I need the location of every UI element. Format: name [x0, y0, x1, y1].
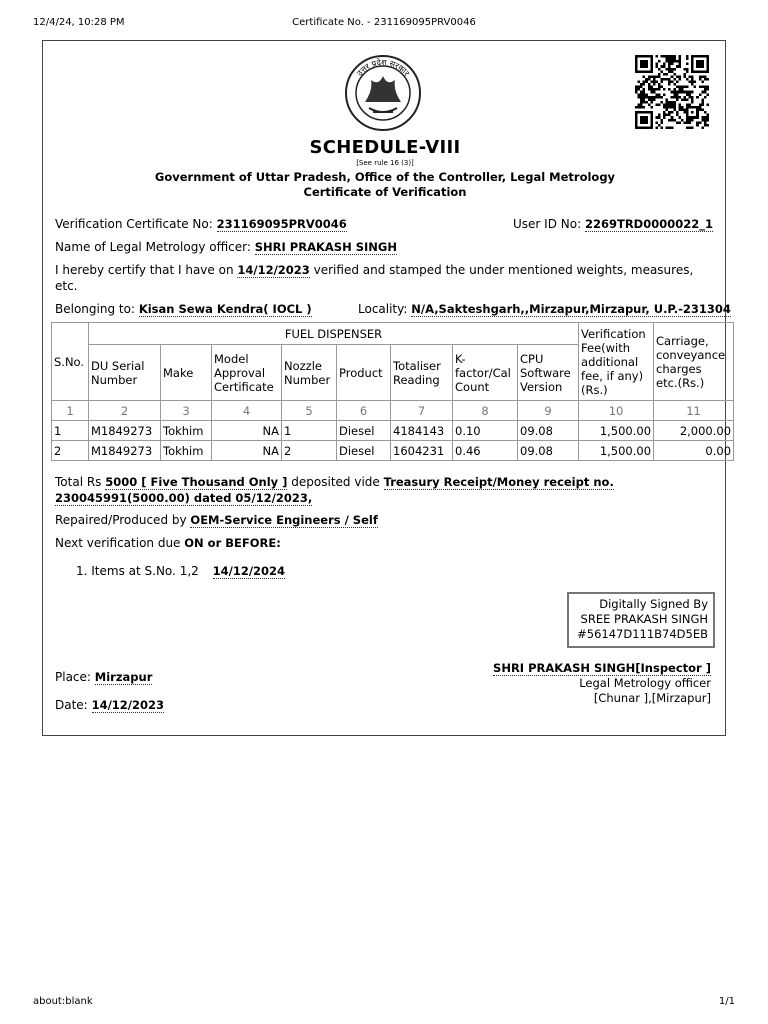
items-date: 14/12/2024	[212, 564, 286, 578]
authority-line: Government of Uttar Pradesh, Office of the Controller, Legal Metrology	[154, 170, 616, 184]
user-id-line	[513, 217, 713, 231]
col-du-serial: DU Serial Number	[89, 345, 161, 401]
inspector-name-wrap	[493, 661, 711, 675]
sig-line-3: #56147D111B74D5EB	[577, 627, 708, 641]
table-row: 2 M1849273 Tokhim NA 2 Diesel 1604231 0.46 09.08 1,500.00 0.00	[52, 441, 734, 461]
certify-date: 14/12/2023	[237, 263, 310, 277]
vc-number: 231169095PRV0046	[216, 217, 347, 231]
next-value: ON or BEFORE:	[184, 536, 281, 550]
sig-line-2: SREE PRAKASH SINGH	[580, 612, 708, 626]
col-model: Model Approval Certificate	[212, 345, 282, 401]
belonging-line	[55, 302, 312, 316]
column-number-row: 1 2 3 4 5 6 7 8 9 10 11	[52, 401, 734, 421]
belonging-label: Belonging to:	[55, 302, 135, 316]
print-page: 1/1	[718, 996, 735, 1007]
col-fee: Verification Fee(with additional fee, if any) (Rs.)	[579, 323, 654, 401]
items-line	[76, 564, 285, 578]
group-header: FUEL DISPENSER	[89, 323, 579, 345]
officer-name: SHRI PRAKASH SINGH	[254, 240, 397, 254]
certificate	[42, 40, 732, 736]
inspector-name: SHRI PRAKASH SINGH[Inspector ]	[493, 661, 711, 675]
rule-reference: [See rule 16 (3)]	[356, 159, 414, 167]
schedule-title: SCHEDULE-VIII	[309, 137, 461, 158]
locality-line	[358, 302, 731, 316]
fuel-dispenser-table	[51, 322, 734, 461]
next-verification-line	[55, 536, 281, 550]
user-id-label: User ID No:	[513, 217, 582, 231]
total-amount: 5000 [ Five Thousand Only ]	[105, 475, 288, 489]
print-title: Certificate No. - 231169095PRV0046	[292, 17, 476, 28]
repaired-by: OEM-Service Engineers / Self	[190, 513, 378, 527]
col-carriage: Carriage, conveyance charges etc.(Rs.)	[654, 323, 734, 401]
repaired-label: Repaired/Produced by	[55, 513, 187, 527]
table-row: 1 M1849273 Tokhim NA 1 Diesel 4184143 0.10 09.08 1,500.00 2,000.00	[52, 421, 734, 441]
total-line	[55, 475, 614, 489]
officer-label: Name of Legal Metrology officer:	[55, 240, 251, 254]
vc-label: Verification Certificate No:	[55, 217, 213, 231]
certify-cont: etc.	[55, 279, 78, 293]
user-id-value: 2269TRD0000022_1	[584, 217, 713, 231]
certify-prefix: I hereby certify that I have on	[55, 263, 234, 277]
date-line	[55, 698, 164, 712]
belonging-value: Kisan Sewa Kendra( IOCL )	[138, 302, 312, 316]
place-value: Mirzapur	[94, 670, 153, 684]
digital-signature-box	[567, 592, 715, 648]
receipt-line-2-wrap	[55, 491, 312, 505]
receipt-line-1: Treasury Receipt/Money receipt no.	[383, 475, 614, 489]
qr-code-icon	[633, 55, 711, 129]
print-url: about:blank	[33, 996, 93, 1007]
certify-line	[55, 263, 693, 277]
locality-value: N/A,Sakteshgarh,,Mirzapur,Mirzapur, U.P.-231304	[411, 302, 731, 316]
print-datetime: 12/4/24, 10:28 PM	[33, 17, 125, 28]
designation: Legal Metrology officer	[579, 676, 711, 690]
total-mid: deposited vide	[291, 475, 380, 489]
svg-text:उत्तर प्रदेश सरकार: उत्तर प्रदेश सरकार	[354, 57, 412, 78]
next-label: Next verification due	[55, 536, 181, 550]
sig-line-1: Digitally Signed By	[599, 597, 708, 611]
up-emblem-icon	[343, 54, 423, 132]
date-value: 14/12/2023	[91, 698, 164, 712]
place-label: Place:	[55, 670, 91, 684]
col-cpu: CPU Software Version	[518, 345, 579, 401]
items-label: 1. Items at S.No. 1,2	[76, 564, 199, 578]
total-prefix: Total Rs	[55, 475, 102, 489]
locality-label: Locality:	[358, 302, 408, 316]
document-title: Certificate of Verification	[303, 185, 467, 199]
col-make: Make	[161, 345, 212, 401]
certify-suffix: verified and stamped the under mentioned weights, measures,	[313, 263, 694, 277]
repaired-line	[55, 513, 378, 527]
col-product: Product	[337, 345, 391, 401]
col-sno: S.No.	[52, 323, 89, 401]
col-totaliser: Totaliser Reading	[391, 345, 453, 401]
col-kfactor: K- factor/Cal Count	[453, 345, 518, 401]
col-nozzle: Nozzle Number	[282, 345, 337, 401]
office: [Chunar ],[Mirzapur]	[593, 691, 711, 705]
officer-line	[55, 240, 397, 254]
receipt-line-2: 230045991(5000.00) dated 05/12/2023,	[55, 491, 313, 505]
date-label: Date:	[55, 698, 88, 712]
vc-line	[55, 217, 347, 231]
place-line	[55, 670, 152, 684]
